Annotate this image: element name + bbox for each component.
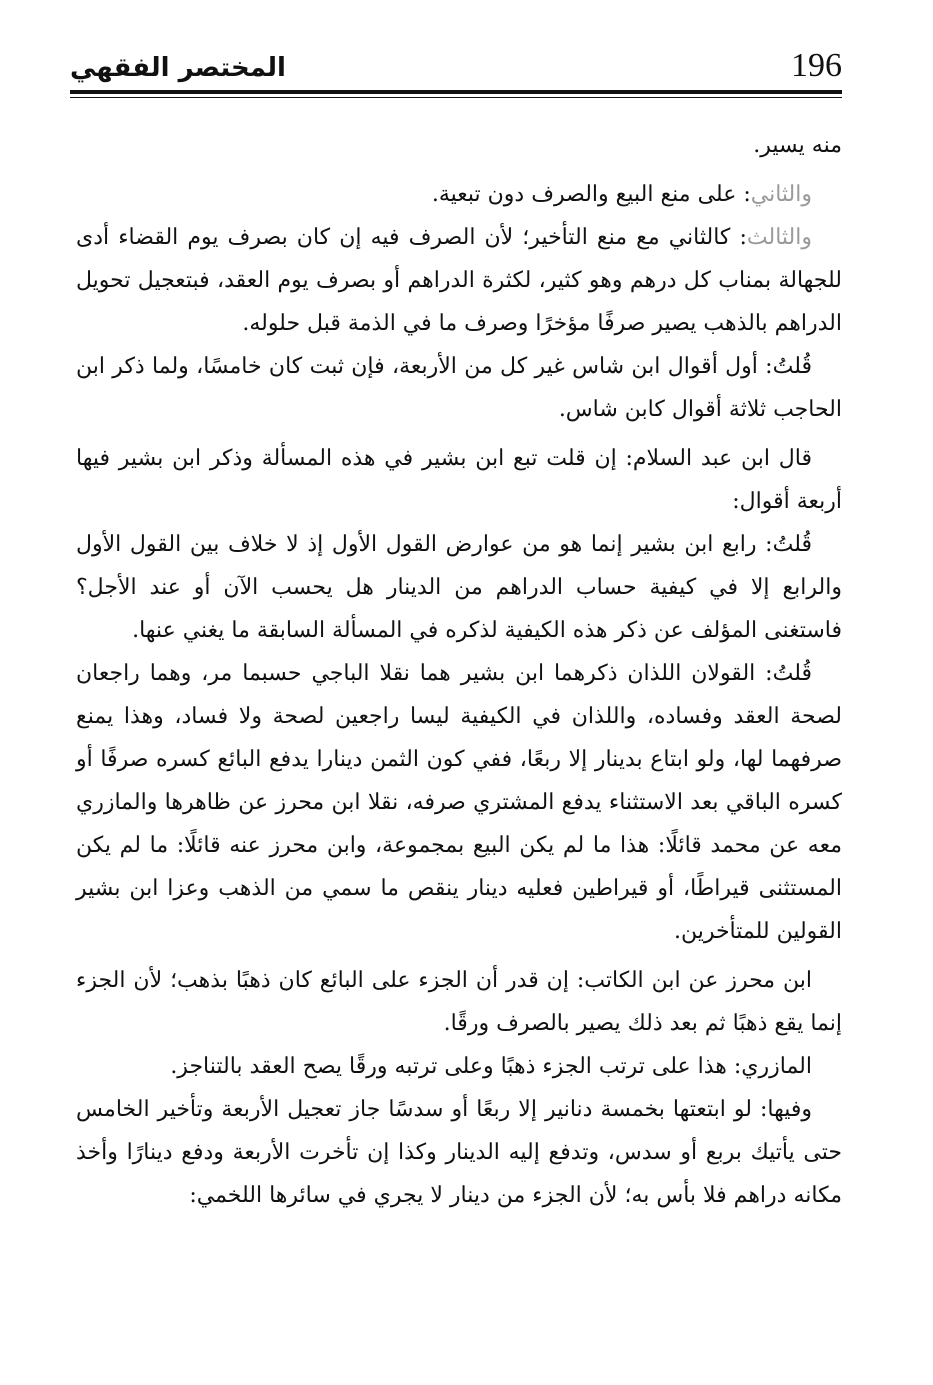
paragraph <box>76 437 842 523</box>
paragraph-label: قُلتُ <box>772 354 812 379</box>
paragraph-text: : القولان اللذان ذكرهما ابن بشير هما نقلا الباجي حسبما مر، وهما راجعان لصحة العقد وفساده، واللذان في الكيفية ليسا راجعين لصحة ولا فساد، وهذا يمنع صرفهما لها، ولو ابتاع بدينار إلا ربعًا، ففي كون الثمن دينارا يدفع البائع كسره صرفًا أو كسره الباقي بعد الاستثناء يدفع المشتري صرفه، نقلا ابن محرز عن ظاهرها والمازري معه عن محمد قائلًا: هذا ما لم يكن البيع بمجموعة، وابن محرز عنه قائلًا: ما لم يكن المستثنى قيراطًا، أو قيراطين فعليه دينار ينقص ما سمي من الذهب وعزا ابن بشير القولين للمتأخرين. <box>76 661 842 944</box>
paragraph-label: قُلتُ <box>772 661 812 686</box>
paragraph-text: : على منع البيع والصرف دون تبعية. <box>431 182 751 207</box>
running-title: المختصر الفقهي <box>70 53 286 83</box>
paragraph <box>76 124 842 167</box>
header-rule-thin <box>70 97 842 98</box>
body-text <box>76 124 842 1217</box>
paragraph-text: وفيها: لو ابتعتها بخمسة دنانير إلا ربعًا أو سدسًا جاز تعجيل الأربعة وتأخير الخامس حتى يأتيك بربع أو سدس، وتدفع إليه الدينار وكذا إن تأخرت الأربعة ودفع دينارًا وأخذ مكانه دراهم فلا بأس به؛ لأن الجزء من دينار لا يجري في سائرها اللخمي: <box>76 1097 842 1208</box>
paragraph-text: ابن محرز عن ابن الكاتب: إن قدر أن الجزء على البائع كان ذهبًا بذهب؛ لأن الجزء إنما يقع ذهبًا ثم بعد ذلك يصير بالصرف ورقًا. <box>76 968 842 1036</box>
paragraph-text: منه يسير. <box>753 133 842 158</box>
paragraph-text: المازري: هذا على ترتب الجزء ذهبًا وعلى ترتبه ورقًا يصح العقد بالتناجز. <box>170 1054 812 1079</box>
paragraph <box>76 652 842 953</box>
paragraph <box>76 345 842 431</box>
page-header <box>70 40 842 88</box>
paragraph <box>76 523 842 652</box>
header-rule-thick <box>70 90 842 94</box>
paragraph-label: قُلتُ <box>772 532 812 557</box>
paragraph-label: والثالث <box>746 225 812 250</box>
paragraph-text: قال ابن عبد السلام: إن قلت تبع ابن بشير في هذه المسألة وذكر ابن بشير فيها أربعة أقوال: <box>76 446 842 514</box>
paragraph <box>76 1088 842 1217</box>
paragraph <box>76 216 842 345</box>
paragraph <box>76 173 842 216</box>
paragraph-text: : كالثاني مع منع التأخير؛ لأن الصرف فيه إن كان بصرف يوم القضاء أدى للجهالة بمناب كل درهم وهو كثير، لكثرة الدراهم أو بصرف يوم العقد، فبتعجيل تحويل الدراهم بالذهب يصير صرفًا مؤخرًا وصرف ما في الذمة قبل حلوله. <box>76 225 842 336</box>
paragraph <box>76 1045 842 1088</box>
paragraph-text: : رابع ابن بشير إنما هو من عوارض القول الأول إذ لا خلاف بين القول الأول والرابع إلا في كيفية حساب الدراهم من الدينار هل يحسب الآن أو عند الأجل؟ فاستغنى المؤلف عن ذكر هذه الكيفية لذكره في المسألة السابقة ما يغني عنها. <box>76 532 842 643</box>
paragraph <box>76 959 842 1045</box>
paragraph-label: والثاني <box>750 182 812 207</box>
paragraph-text: : أول أقوال ابن شاس غير كل من الأربعة، فإن ثبت كان خامسًا، ولما ذكر ابن الحاجب ثلاثة أقوال كابن شاس. <box>76 354 842 422</box>
page-number: 196 <box>791 47 842 84</box>
